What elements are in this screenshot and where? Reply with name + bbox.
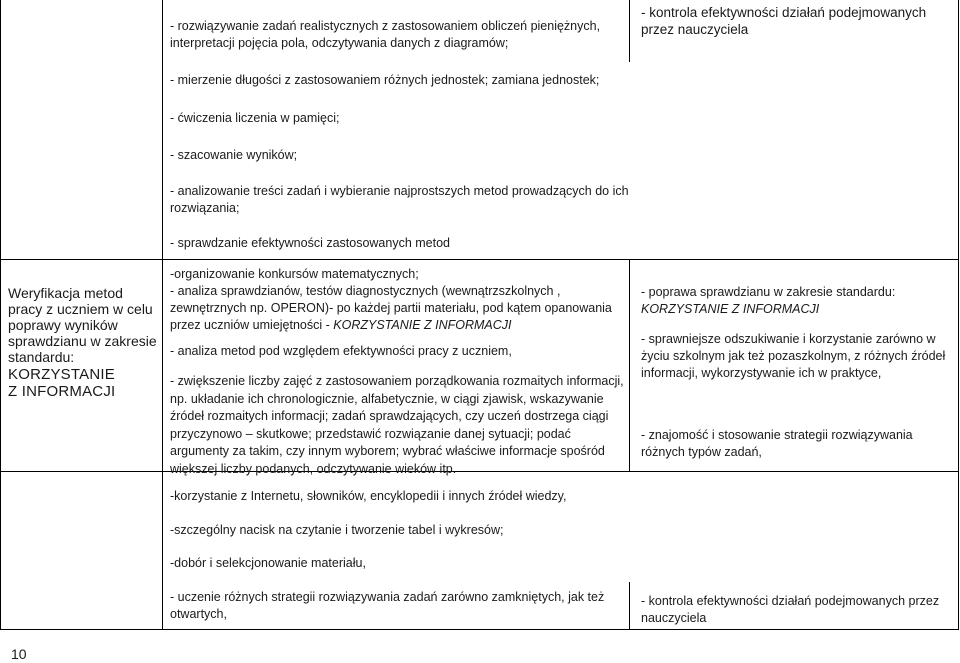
- right-item-improvement-text: - poprawa sprawdzianu w zakresie standardu:: [641, 285, 896, 299]
- left-cell-standard-b: Z INFORMACJI: [8, 383, 116, 400]
- bottom-item: -szczególny nacisk na czytanie i tworzenie tabel i wykresów;: [170, 523, 504, 537]
- right-item-improvement-emph: KORZYSTANIE Z INFORMACJI: [641, 302, 820, 316]
- left-cell: [8, 285, 158, 400]
- top-right-text: - kontrola efektywności działań podejmowanych przez nauczyciela: [641, 5, 927, 37]
- border-col-2-bottom: [629, 582, 630, 630]
- middle-item-lessons: - zwiększenie liczby zajęć z zastosowaniem porządkowania rozmaitych informacji, np. układanie ich chronologicznie, alfabetycznie, w ciągi zjawisk, wskazywanie źródeł rozmaitych informacji; zadań sprawdzających, czy uczeń dostrzega ciągi przyczynowo – skutkowe; przedstawić rozwiązanie danej sytuacji; podać argumenty za takim, czy innym wyborem; wybrać właściwe informacje spośród większej liczby podanych, odczytywanie wieków itp.: [170, 374, 624, 476]
- border-col-1: [162, 0, 163, 630]
- spanning-item: - szacowanie wyników;: [170, 148, 298, 162]
- page-number: 10: [11, 646, 27, 662]
- middle-item-methods: - analiza metod pod względem efektywności pracy z uczniem,: [170, 344, 512, 358]
- right-item-strategies: - znajomość i stosowanie strategii rozwiązywania różnych typów zadań,: [641, 428, 913, 459]
- border-right: [958, 0, 959, 630]
- spanning-item: - ćwiczenia liczenia w pamięci;: [170, 111, 340, 125]
- border-left: [0, 0, 1, 630]
- spanning-item: - mierzenie długości z zastosowaniem różnych jednostek; zamiana jednostek;: [170, 73, 600, 87]
- middle-item-analysis-text: - analiza sprawdzianów, testów diagnostycznych (wewnątrzszkolnych , zewnętrznych np. OPERON)- po każdej partii materiału, pod kątem opanowania przez uczniów umiejętności -: [170, 284, 612, 332]
- middle-item-analysis-emph: KORZYSTANIE Z INFORMACJI: [333, 318, 512, 332]
- last-middle-text: - uczenie różnych strategii rozwiązywania zadań zarówno zamkniętych, jak też otwartych,: [170, 590, 605, 621]
- spanning-item: - analizowanie treści zadań i wybieranie najprostszych metod prowadzących do ich rozwiązania;: [170, 184, 629, 215]
- right-item-sources: - sprawniejsze odszukiwanie i korzystanie zarówno w życiu szkolnym jak też pozaszkolnym, z różnych źródeł informacji, wykorzystywanie ich w praktyce,: [641, 332, 946, 380]
- border-col-2-lower: [629, 259, 630, 471]
- bottom-item: -dobór i selekcjonowanie materiału,: [170, 556, 366, 570]
- bottom-item: -korzystanie z Internetu, słowników, encyklopedii i innych źródeł wiedzy,: [170, 489, 567, 503]
- right-item-improvement: [641, 284, 951, 318]
- row-line-1: [0, 259, 959, 260]
- middle-item-contests: -organizowanie konkursów matematycznych;: [170, 267, 419, 281]
- last-right-text: - kontrola efektywności działań podejmowanych przez nauczyciela: [641, 594, 940, 625]
- left-cell-standard-a: KORZYSTANIE: [8, 366, 115, 383]
- row-line-bottom: [0, 629, 959, 630]
- top-middle-text: - rozwiązywanie zadań realistycznych z zastosowaniem obliczeń pieniężnych, interpretacji pojęcia pola, odczytywania danych z diagramów;: [170, 19, 601, 50]
- border-col-2: [629, 0, 630, 62]
- middle-item-analysis: [170, 283, 625, 334]
- spanning-item: - sprawdzanie efektywności zastosowanych metod: [170, 236, 450, 250]
- left-cell-title: Weryfikacja metod pracy z uczniem w celu poprawy wyników sprawdzianu w zakresie standardu:: [8, 285, 157, 365]
